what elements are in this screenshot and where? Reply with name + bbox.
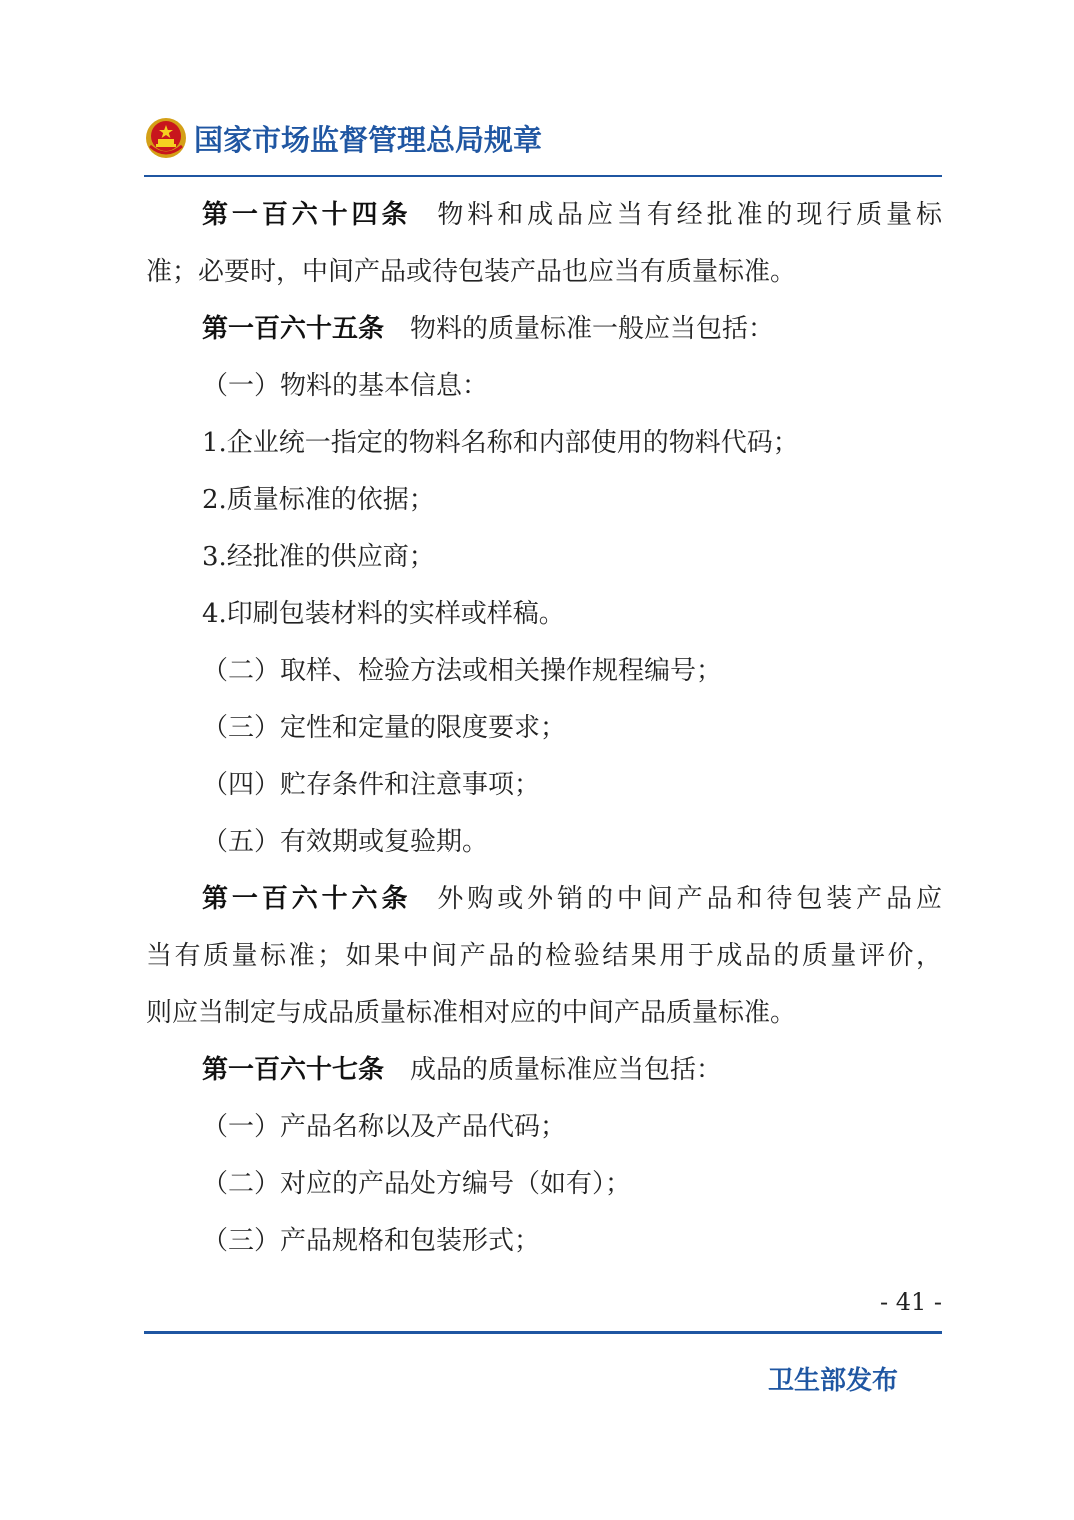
header-divider bbox=[144, 175, 942, 177]
list-item: 2.质量标准的依据； bbox=[202, 485, 435, 515]
article-166-line3: 则应当制定与成品质量标准相对应的中间产品质量标准。 bbox=[146, 998, 797, 1028]
list-item: （一）产品名称以及产品代码； bbox=[202, 1112, 567, 1142]
article-164-line2: 准；必要时，中间产品或待包装产品也应当有质量标准。 bbox=[146, 257, 797, 287]
article-164-line1 bbox=[146, 187, 942, 244]
article-167-line1 bbox=[146, 1042, 942, 1099]
list-item: （四）贮存条件和注意事项； bbox=[202, 770, 541, 800]
footer-divider bbox=[144, 1331, 942, 1334]
article-text: 成品的质量标准应当包括： bbox=[410, 1055, 723, 1085]
list-item: （二）取样、检验方法或相关操作规程编号； bbox=[202, 656, 723, 686]
header-title: 国家市场监督管理总局规章 bbox=[194, 122, 543, 157]
article-title: 第一百六十七条 bbox=[202, 1055, 385, 1085]
article-165-line1 bbox=[146, 301, 942, 358]
national-emblem-icon bbox=[144, 116, 188, 160]
article-text: 物料的质量标准一般应当包括： bbox=[410, 314, 775, 344]
document-body bbox=[146, 187, 942, 1270]
list-item: （五）有效期或复验期。 bbox=[202, 827, 489, 857]
article-title: 第一百六十五条 bbox=[202, 314, 385, 344]
list-item: （三）定性和定量的限度要求； bbox=[202, 713, 567, 743]
list-item: 3.经批准的供应商； bbox=[202, 542, 435, 572]
list-item: （三）产品规格和包装形式； bbox=[202, 1226, 541, 1256]
article-text: 物料和成品应当有经批准的现行质量标 bbox=[437, 200, 942, 230]
list-item: （二）对应的产品处方编号（如有）； bbox=[202, 1169, 632, 1199]
article-text: 外购或外销的中间产品和待包装产品应 bbox=[437, 884, 942, 914]
page-header bbox=[144, 112, 542, 164]
article-166-line1 bbox=[146, 871, 942, 928]
article-166-line2: 当有质量标准；如果中间产品的检验结果用于成品的质量评价， bbox=[146, 941, 942, 971]
list-item: （一）物料的基本信息： bbox=[202, 371, 489, 401]
article-title: 第一百六十四条 bbox=[202, 200, 412, 230]
list-item: 1.企业统一指定的物料名称和内部使用的物料代码； bbox=[202, 428, 799, 458]
article-title: 第一百六十六条 bbox=[202, 884, 412, 914]
footer-publisher: 卫生部发布 bbox=[767, 1366, 898, 1396]
page-number: - 41 - bbox=[879, 1288, 942, 1316]
list-item: 4.印刷包装材料的实样或样稿。 bbox=[202, 599, 565, 629]
